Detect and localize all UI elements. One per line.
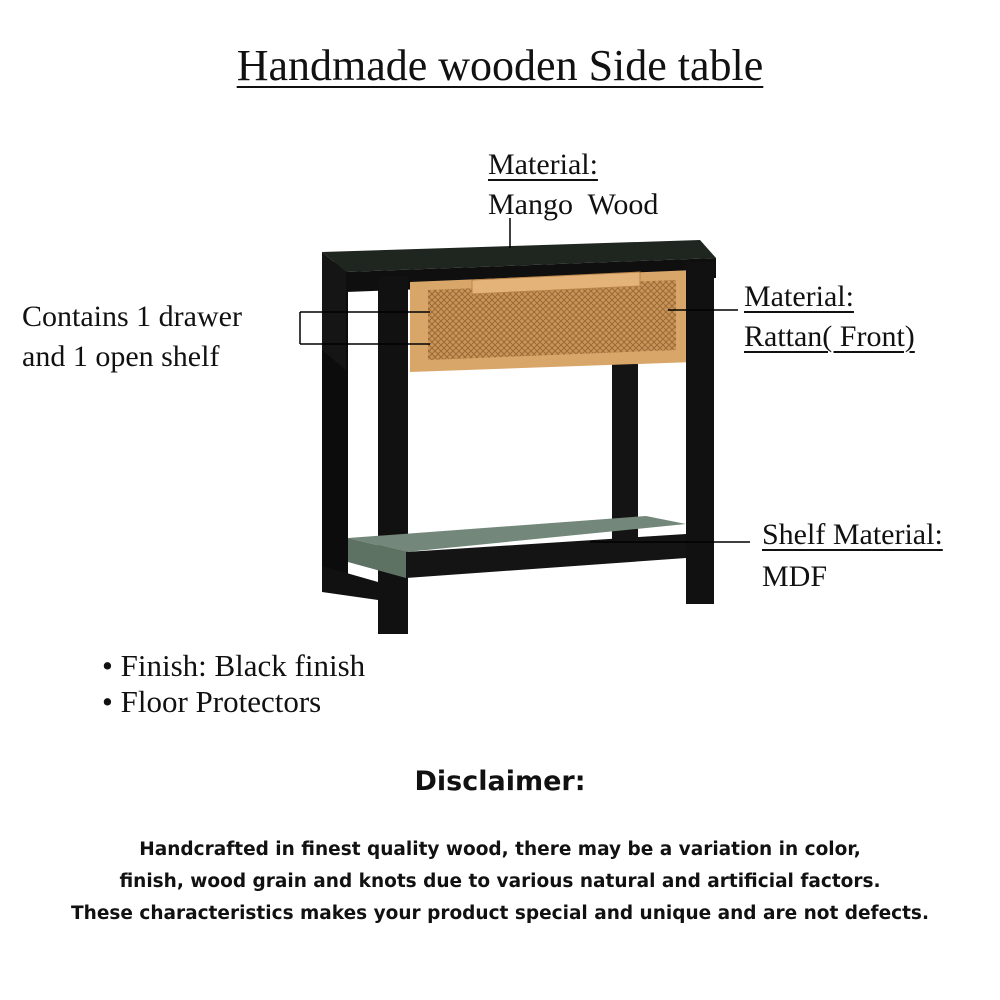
drawer-shelf-line-1: Contains 1 drawer — [22, 300, 242, 333]
disclaimer-line: finish, wood grain and knots due to various natural and artificial factors. — [119, 871, 881, 892]
page-title: Handmade wooden Side table — [236, 41, 764, 90]
top-material-label: Material: — [488, 148, 598, 181]
front-material-value: Rattan( Front) — [744, 320, 915, 353]
drawer-shelf-line-2: and 1 open shelf — [22, 340, 220, 373]
shelf-material-label: Shelf Material: — [762, 518, 943, 551]
shelf-material-value: MDF — [762, 560, 828, 593]
disclaimer-line: Handcrafted in finest quality wood, there may be a variation in color, — [139, 839, 861, 860]
front-material-label: Material: — [744, 280, 854, 313]
feature-floor-protectors: • Floor Protectors — [102, 684, 322, 719]
disclaimer-heading: Disclaimer: — [414, 766, 586, 797]
feature-list — [102, 648, 365, 720]
disclaimer-line: These characteristics makes your product special and unique and are not defects. — [71, 903, 929, 924]
top-material-value: Mango Wood — [488, 188, 659, 221]
disclaimer-text — [0, 834, 1000, 930]
feature-finish: • Finish: Black finish — [102, 648, 366, 683]
